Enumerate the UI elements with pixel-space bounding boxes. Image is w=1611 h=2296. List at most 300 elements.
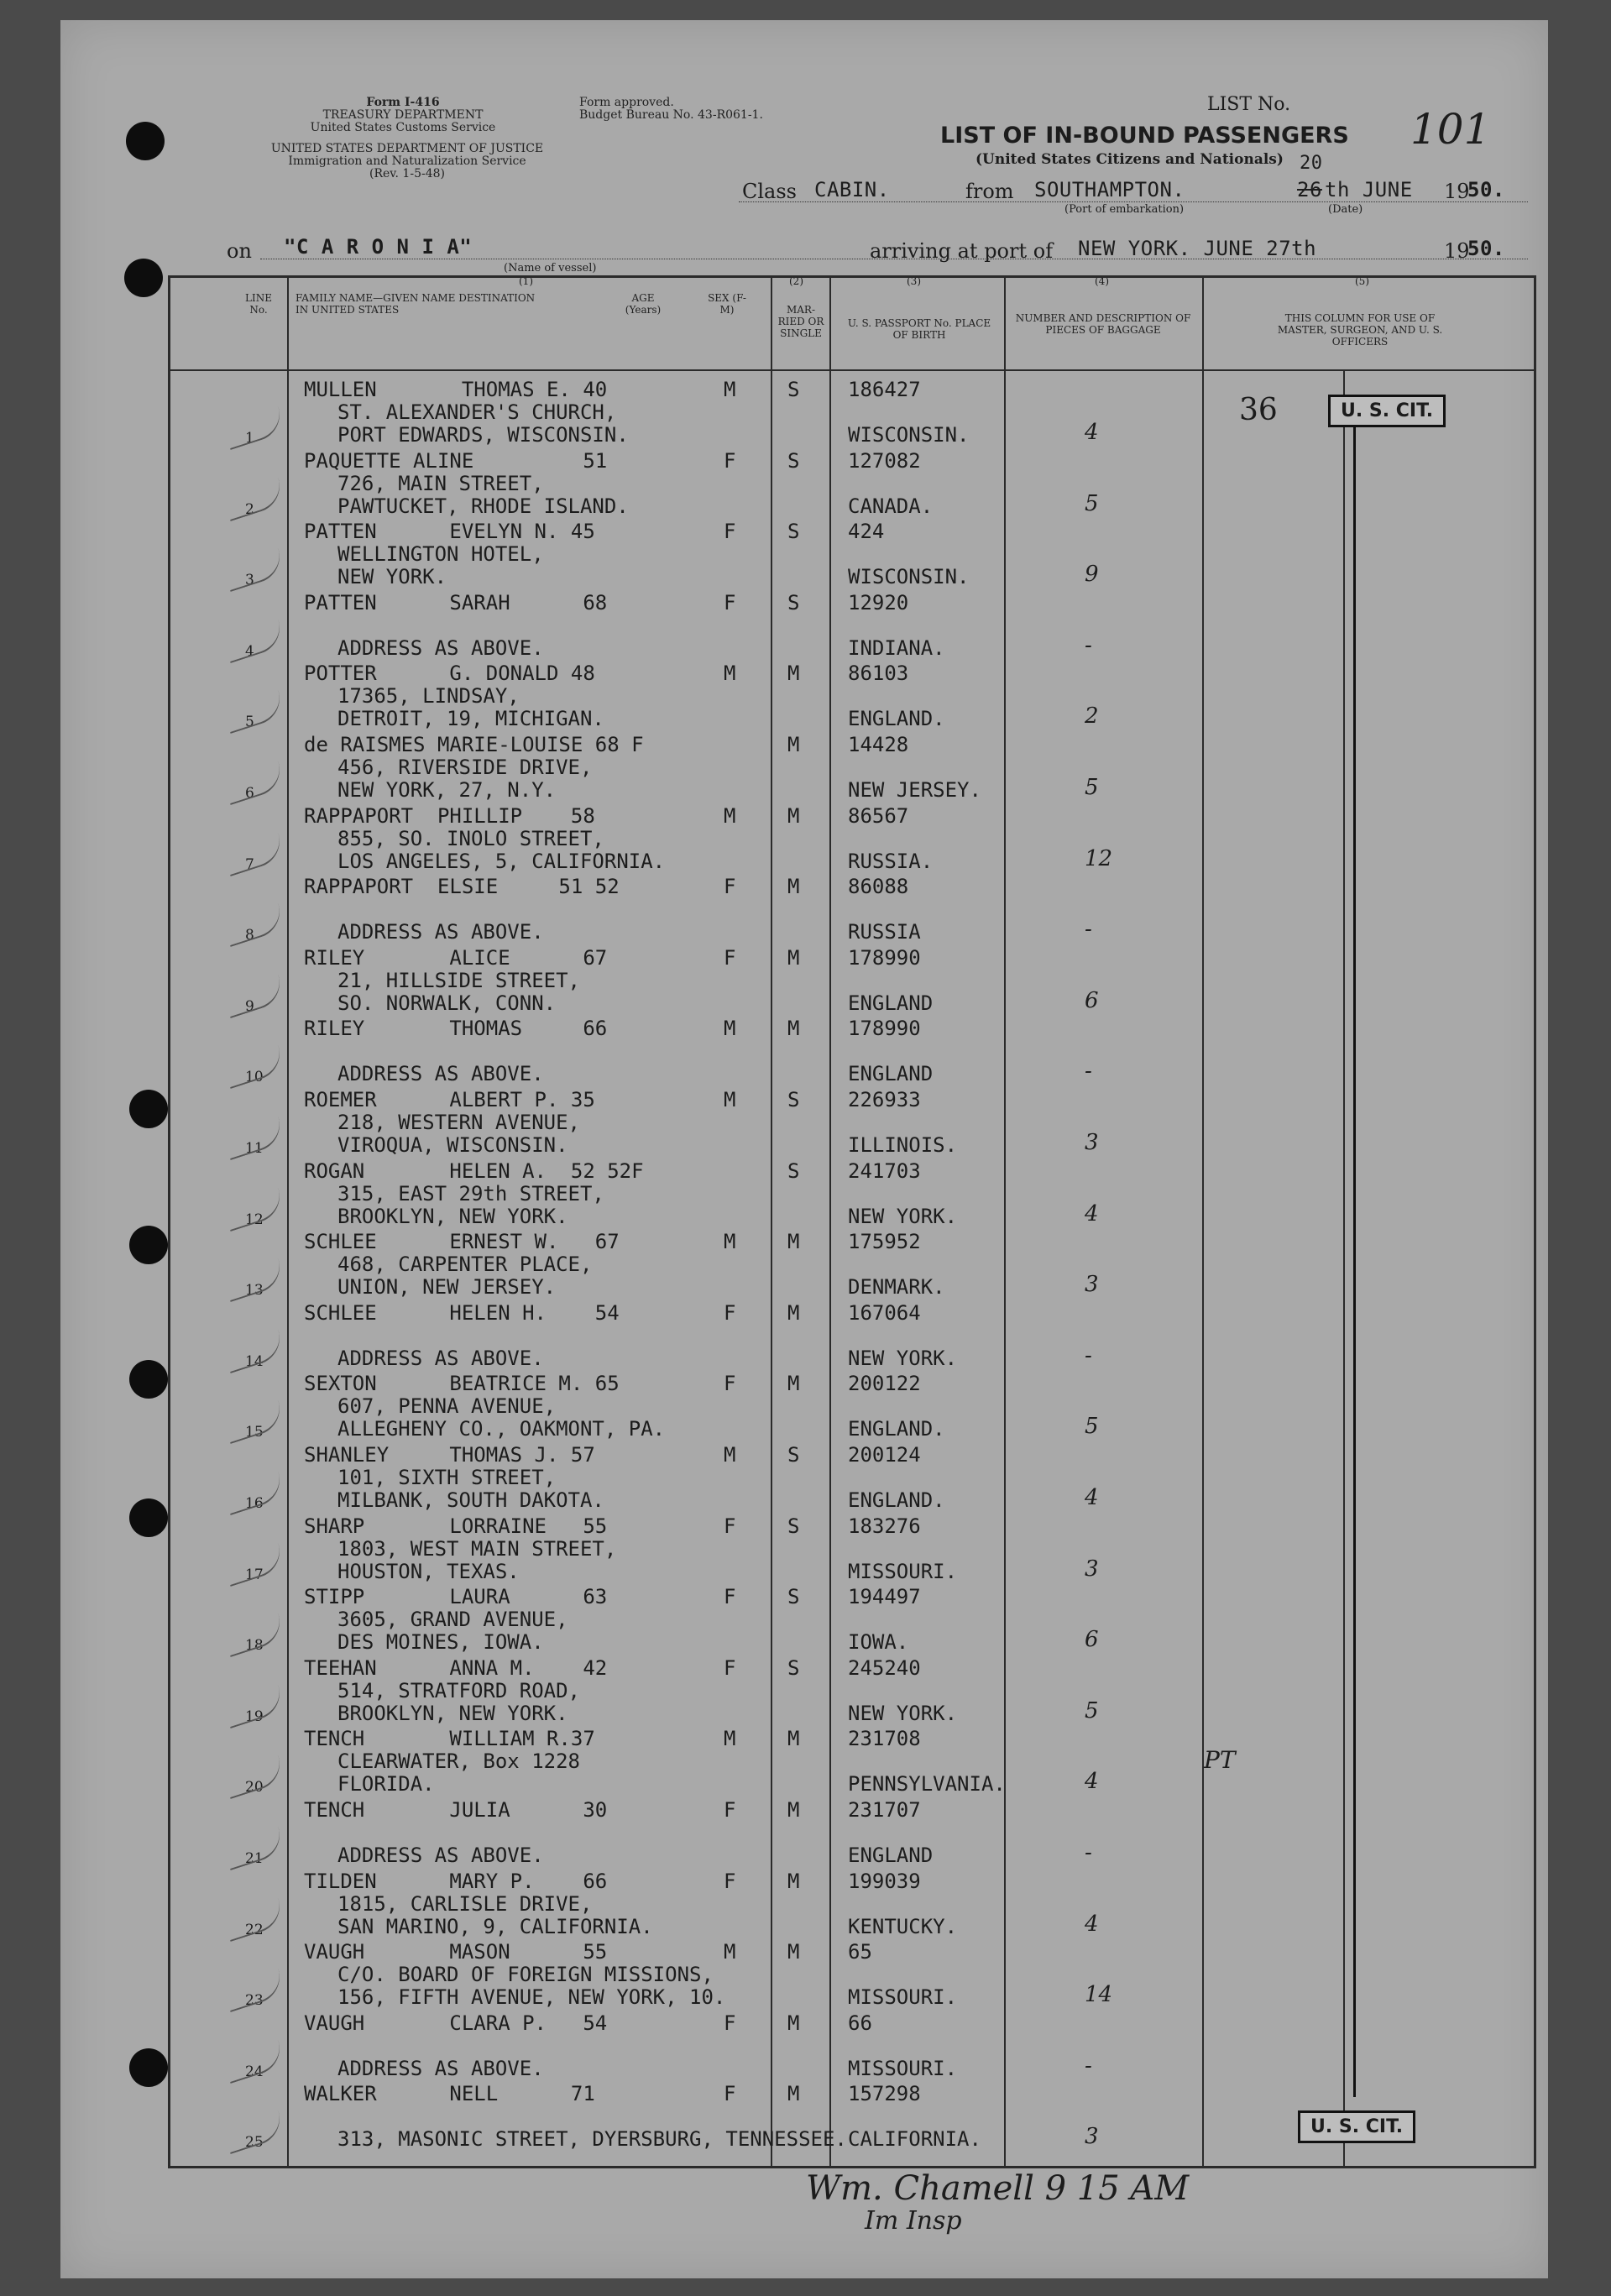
table-row — [0, 804, 1611, 875]
passenger-sex: F — [724, 1300, 736, 1325]
passenger-address-1: 17365, LINDSAY, — [337, 684, 520, 709]
line-number: 7 — [245, 855, 254, 873]
passenger-address-2: BROOKLYN, NEW YORK. — [337, 1204, 568, 1228]
passenger-marital: M — [787, 2011, 800, 2035]
passenger-address-2: ADDRESS AS ABOVE. — [337, 1062, 544, 1086]
passenger-marital: S — [787, 590, 800, 615]
passenger-address-2: VIROQUA, WISCONSIN. — [337, 1133, 568, 1157]
place-of-birth: DENMARK. — [848, 1275, 945, 1300]
passenger-address-2: PAWTUCKET, RHODE ISLAND. — [337, 494, 629, 518]
table-row — [0, 1159, 1611, 1230]
passenger-name-age: PATTEN SARAH 68 — [304, 590, 608, 615]
baggage-count: - — [1085, 917, 1092, 943]
form-dept: TREASURY DEPARTMENT — [322, 108, 484, 122]
form-approval — [579, 97, 814, 122]
passenger-name-age: SCHLEE HELEN H. 54 — [304, 1300, 620, 1325]
passenger-sex: F — [724, 590, 736, 615]
place-of-birth: WISCONSIN. — [848, 565, 970, 589]
passenger-sex: M — [724, 378, 736, 401]
passenger-address-2: ADDRESS AS ABOVE. — [337, 920, 544, 944]
passport-number: 12920 — [848, 590, 909, 615]
passenger-name-age: TENCH JULIA 30 — [304, 1798, 608, 1822]
date-year-prefix: 19 — [1444, 180, 1470, 203]
passenger-marital: M — [787, 1300, 800, 1325]
place-of-birth: ENGLAND — [848, 1062, 934, 1086]
form-rev: (Rev. 1-5-48) — [369, 167, 445, 180]
passenger-address-2: PORT EDWARDS, WISCONSIN. — [337, 423, 629, 447]
header-rule — [739, 201, 1528, 202]
on-label: on — [227, 239, 252, 263]
passenger-name-age: ROEMER ALBERT P. 35 — [304, 1088, 595, 1111]
arrival-year: 50. — [1467, 237, 1505, 260]
passport-number: 226933 — [848, 1088, 921, 1111]
check-mark-icon — [222, 903, 286, 947]
table-row — [0, 520, 1611, 590]
passenger-sex: M — [724, 1088, 736, 1111]
passenger-marital: M — [787, 1230, 800, 1254]
place-of-birth: ILLINOIS. — [848, 1133, 958, 1157]
passenger-address-2: FLORIDA. — [337, 1772, 435, 1797]
line-number: 25 — [245, 2134, 264, 2152]
date-value: th JUNE — [1325, 178, 1413, 201]
baggage-count: 9 — [1085, 562, 1099, 588]
passenger-address-2: ALLEGHENY CO., OAKMONT, PA. — [337, 1417, 666, 1441]
passenger-sex: F — [724, 1655, 736, 1680]
place-of-birth: MISSOURI. — [848, 2056, 958, 2080]
passenger-sex: F — [724, 1514, 736, 1538]
vessel-name: "C A R O N I A" — [284, 235, 473, 259]
baggage-count: 5 — [1085, 490, 1099, 516]
col-head-passport: U. S. PASSPORT No. PLACE OF BIRTH — [847, 317, 991, 341]
line-number: 3 — [245, 572, 254, 589]
col-head-sex: SEX (F-M) — [708, 292, 746, 316]
table-row — [0, 946, 1611, 1017]
passenger-name-age: RAPPAPORT ELSIE 51 52 — [304, 875, 620, 899]
passenger-address-2: UNION, NEW JERSEY. — [337, 1275, 557, 1300]
form-budget: Budget Bureau No. 43-R061-1. — [579, 108, 763, 122]
passenger-marital: S — [787, 1443, 800, 1467]
col-num-5: (5) — [1355, 275, 1369, 287]
col-head-age: AGE (Years) — [625, 292, 662, 316]
place-of-birth: NEW YORK. — [848, 1346, 958, 1370]
check-mark-icon — [222, 620, 286, 663]
passenger-address-2: DES MOINES, IOWA. — [337, 1630, 544, 1655]
table-row — [0, 1798, 1611, 1869]
passenger-sex: M — [724, 1443, 736, 1467]
passenger-address-2: NEW YORK. — [337, 565, 447, 589]
baggage-count: 3 — [1085, 1130, 1099, 1155]
line-number: 12 — [245, 1211, 264, 1228]
passenger-marital: S — [787, 1158, 800, 1183]
check-mark-icon — [222, 406, 286, 450]
us-citizen-stamp-bottom: U. S. CIT. — [1298, 2110, 1415, 2143]
passenger-name-age: VAUGH MASON 55 — [304, 1940, 608, 1964]
passenger-sex: M — [724, 1727, 736, 1751]
table-row — [0, 1372, 1611, 1442]
passport-number: 178990 — [848, 945, 921, 970]
place-of-birth: NEW YORK. — [848, 1701, 958, 1725]
line-number: 4 — [245, 642, 254, 660]
passenger-address-1: 1803, WEST MAIN STREET, — [337, 1536, 617, 1561]
arriving-label: arriving at port of — [870, 239, 1054, 263]
place-of-birth: ENGLAND — [848, 991, 934, 1015]
passenger-marital: M — [787, 1869, 800, 1893]
line-number: 11 — [245, 1140, 264, 1157]
passenger-sex: F — [724, 875, 736, 899]
passport-number: 178990 — [848, 1017, 921, 1041]
passenger-name-age: SHANLEY THOMAS J. 57 — [304, 1443, 595, 1467]
passenger-address-2: ADDRESS AS ABOVE. — [337, 1346, 544, 1370]
passport-number: 66 — [848, 2011, 872, 2035]
passenger-marital: M — [787, 2082, 800, 2106]
passenger-address-2: SO. NORWALK, CONN. — [337, 991, 557, 1015]
check-mark-icon — [222, 690, 286, 734]
passport-number: 424 — [848, 520, 885, 544]
page-title: LIST OF IN-BOUND PASSENGERS — [940, 123, 1349, 149]
form-id-block — [277, 97, 529, 134]
passenger-marital: M — [787, 803, 800, 828]
form-number: Form I-416 — [366, 96, 440, 109]
line-number: 15 — [245, 1424, 264, 1441]
check-mark-icon — [222, 833, 286, 876]
passport-number: 86088 — [848, 875, 909, 899]
place-of-birth: PENNSYLVANIA. — [848, 1772, 1006, 1797]
passport-number: 183276 — [848, 1514, 921, 1538]
line-number: 23 — [245, 1992, 264, 2010]
col-head-line-no: LINE No. — [245, 292, 272, 316]
vessel-label: (Name of vessel) — [504, 262, 597, 275]
from-value: SOUTHAMPTON. — [1034, 178, 1185, 201]
check-mark-icon — [222, 975, 286, 1018]
signature-subtitle: Im Insp — [865, 2206, 962, 2236]
passenger-sex: F — [724, 448, 736, 473]
passenger-sex: M — [724, 662, 736, 686]
place-of-birth: ENGLAND — [848, 1844, 934, 1867]
place-of-birth: RUSSIA. — [848, 849, 934, 873]
passenger-sex: F — [724, 2082, 736, 2106]
place-of-birth: ENGLAND. — [848, 1488, 945, 1512]
passenger-name-age: SCHLEE ERNEST W. 67 — [304, 1230, 620, 1254]
passenger-address-2: DETROIT, 19, MICHIGAN. — [337, 707, 604, 731]
baggage-count: 4 — [1085, 1769, 1099, 1795]
table-row — [0, 1230, 1611, 1300]
form-ins: Immigration and Naturalization Service — [288, 154, 526, 168]
passenger-address-2: SAN MARINO, 9, CALIFORNIA. — [337, 1914, 653, 1938]
passenger-marital: M — [787, 1372, 800, 1396]
passenger-name-age: TILDEN MARY P. 66 — [304, 1869, 608, 1893]
col-head-baggage: NUMBER AND DESCRIPTION OF PIECES OF BAGGAGE — [1015, 312, 1191, 336]
check-mark-icon — [222, 548, 286, 592]
col-num-2: (2) — [789, 275, 803, 287]
table-row — [0, 1727, 1611, 1797]
line-number: 24 — [245, 2063, 264, 2080]
place-of-birth: NEW JERSEY. — [848, 778, 981, 802]
passenger-name-age: SHARP LORRAINE 55 — [304, 1514, 608, 1538]
passenger-address-2: ADDRESS AS ABOVE. — [337, 1844, 544, 1867]
passenger-marital: M — [787, 945, 800, 970]
line-number: 19 — [245, 1708, 264, 1725]
passenger-address-1: ST. ALEXANDER'S CHURCH, — [337, 400, 617, 424]
passenger-address-2: LOS ANGELES, 5, CALIFORNIA. — [337, 849, 666, 873]
passenger-name-age: RILEY THOMAS 66 — [304, 1017, 608, 1041]
passenger-address-1: C/O. BOARD OF FOREIGN MISSIONS, — [337, 1963, 714, 1987]
class-value: CABIN. — [814, 178, 890, 201]
passenger-name-age: POTTER G. DONALD 48 — [304, 662, 595, 686]
line-number: 13 — [245, 1282, 264, 1300]
passenger-address-1: CLEARWATER, Box 1228 — [337, 1749, 580, 1774]
date-struck: 26 — [1297, 178, 1322, 201]
passenger-name-age: ROGAN HELEN A. 52 52F — [304, 1158, 644, 1183]
list-no-label: LIST No. — [1207, 94, 1291, 115]
passenger-address-1: 218, WESTERN AVENUE, — [337, 1111, 580, 1134]
us-citizen-stamp-top: U. S. CIT. — [1328, 395, 1446, 427]
passport-number: 200124 — [848, 1443, 921, 1467]
place-of-birth: WISCONSIN. — [848, 423, 970, 447]
passenger-marital: S — [787, 448, 800, 473]
passenger-name-age: PATTEN EVELYN N. 45 — [304, 520, 595, 544]
passenger-name-age: SEXTON BEATRICE M. 65 — [304, 1372, 620, 1396]
passenger-sex: F — [724, 520, 736, 544]
line-number: 21 — [245, 1850, 264, 1867]
passenger-address-2: 313, MASONIC STREET, DYERSBURG, TENNESSEE. — [337, 2127, 847, 2152]
punch-hole — [126, 122, 165, 160]
passenger-marital: M — [787, 662, 800, 686]
col-num-4: (4) — [1095, 275, 1109, 287]
baggage-count: 2 — [1085, 703, 1099, 730]
passenger-address-1: 456, RIVERSIDE DRIVE, — [337, 756, 593, 779]
place-of-birth: INDIANA. — [848, 635, 945, 660]
passenger-address-2: 156, FIFTH AVENUE, NEW YORK, 10. — [337, 1985, 726, 2010]
passenger-address-1: 726, MAIN STREET, — [337, 471, 544, 495]
line-number: 18 — [245, 1637, 264, 1655]
baggage-count: 4 — [1085, 1485, 1099, 1510]
line-number: 10 — [245, 1069, 264, 1086]
passenger-marital: S — [787, 1514, 800, 1538]
line-number: 20 — [245, 1779, 264, 1797]
passenger-address-1: WELLINGTON HOTEL, — [337, 542, 544, 567]
passport-number: 241703 — [848, 1158, 921, 1183]
passenger-marital: M — [787, 1727, 800, 1751]
baggage-count: - — [1085, 1342, 1092, 1368]
passenger-sex: F — [724, 1372, 736, 1396]
passenger-sex: F — [724, 2011, 736, 2035]
passenger-name-age: STIPP LAURA 63 — [304, 1585, 608, 1609]
passenger-address-1: 101, SIXTH STREET, — [337, 1466, 557, 1489]
passenger-address-1: 21, HILLSIDE STREET, — [337, 968, 580, 992]
passenger-marital: S — [787, 520, 800, 544]
margin-note: PT — [1204, 1746, 1236, 1774]
passenger-name-age: RAPPAPORT PHILLIP 58 — [304, 803, 595, 828]
baggage-count: - — [1085, 2053, 1092, 2079]
passenger-sex: M — [724, 1017, 736, 1041]
check-mark-icon — [222, 478, 286, 521]
table-row — [0, 1301, 1611, 1372]
table-row — [0, 1443, 1611, 1514]
table-row — [0, 1514, 1611, 1585]
passport-number: 127082 — [848, 448, 921, 473]
baggage-count: 4 — [1085, 420, 1099, 445]
baggage-count: - — [1085, 632, 1092, 658]
baggage-count: - — [1085, 1840, 1092, 1865]
passenger-marital: S — [787, 378, 800, 401]
passport-number: 186427 — [848, 378, 921, 401]
passenger-marital: S — [787, 1585, 800, 1609]
passenger-sex: F — [724, 1869, 736, 1893]
passenger-address-2: BROOKLYN, NEW YORK. — [337, 1701, 568, 1725]
passenger-address-2: NEW YORK, 27, N.Y. — [337, 778, 557, 802]
form-customs: United States Customs Service — [310, 121, 496, 134]
passenger-name-age: TEEHAN ANNA M. 42 — [304, 1655, 608, 1680]
from-label: from — [965, 180, 1014, 203]
list-no-value: 101 — [1410, 105, 1491, 154]
page-subtitle: (United States Citizens and Nationals) — [975, 151, 1284, 168]
passenger-name-age: RILEY ALICE 67 — [304, 945, 608, 970]
form-doj-block — [222, 143, 592, 180]
form-doj: UNITED STATES DEPARTMENT OF JUSTICE — [270, 142, 544, 155]
col-head-name: FAMILY NAME—GIVEN NAME DESTINATION IN UNITED STATES — [296, 292, 536, 316]
table-row — [0, 2011, 1611, 2082]
table-row — [0, 875, 1611, 945]
line-number: 16 — [245, 1495, 264, 1512]
col-head-married: MAR-RIED OR SINGLE — [777, 304, 824, 339]
place-of-birth: IOWA. — [848, 1630, 909, 1655]
col-num-3: (3) — [907, 275, 921, 287]
passenger-sex: M — [724, 1230, 736, 1254]
table-row — [0, 1585, 1611, 1655]
place-of-birth: NEW YORK. — [848, 1204, 958, 1228]
baggage-count: 14 — [1085, 1982, 1113, 2008]
passenger-marital: M — [787, 733, 800, 756]
passport-number: 65 — [848, 1940, 872, 1964]
passport-number: 199039 — [848, 1869, 921, 1893]
passport-number: 157298 — [848, 2082, 921, 2106]
passenger-marital: M — [787, 1940, 800, 1964]
passenger-address-2: MILBANK, SOUTH DAKOTA. — [337, 1488, 604, 1512]
arrival-value: NEW YORK. JUNE 27th — [1078, 237, 1317, 260]
passport-number: 86567 — [848, 803, 909, 828]
passenger-marital: M — [787, 875, 800, 899]
passport-number: 86103 — [848, 662, 909, 686]
punch-hole — [124, 259, 163, 297]
passenger-marital: S — [787, 1088, 800, 1111]
line-number: 22 — [245, 1921, 264, 1938]
passenger-address-2: ADDRESS AS ABOVE. — [337, 635, 544, 660]
passenger-sex: F — [724, 945, 736, 970]
passenger-address-2: ADDRESS AS ABOVE. — [337, 2056, 544, 2080]
passenger-name-age: TENCH WILLIAM R.37 — [304, 1727, 595, 1751]
officer-count: 36 — [1239, 393, 1278, 427]
passport-number: 200122 — [848, 1372, 921, 1396]
passport-number: 231707 — [848, 1798, 921, 1822]
baggage-count: 5 — [1085, 775, 1099, 800]
place-of-birth: MISSOURI. — [848, 1559, 958, 1583]
passenger-marital: M — [787, 1017, 800, 1041]
date-label: (Date) — [1328, 203, 1363, 216]
line-number: 14 — [245, 1352, 264, 1370]
place-of-birth: CANADA. — [848, 494, 934, 518]
baggage-count: 12 — [1085, 845, 1113, 871]
passenger-marital: S — [787, 1655, 800, 1680]
table-row — [0, 733, 1611, 803]
date-year: 50. — [1467, 178, 1505, 201]
passenger-sex: F — [724, 1585, 736, 1609]
passenger-name-age: PAQUETTE ALINE 51 — [304, 448, 608, 473]
table-row — [0, 591, 1611, 662]
passport-number: 231708 — [848, 1727, 921, 1751]
place-of-birth: KENTUCKY. — [848, 1914, 958, 1938]
baggage-count: 3 — [1085, 1272, 1099, 1298]
place-of-birth: CALIFORNIA. — [848, 2127, 981, 2152]
passenger-address-1: 514, STRATFORD ROAD, — [337, 1678, 580, 1702]
table-row — [0, 1088, 1611, 1158]
baggage-count: 5 — [1085, 1697, 1099, 1723]
passenger-name-age: de RAISMES MARIE-LOUISE 68 F — [304, 733, 644, 756]
line-number: 17 — [245, 1566, 264, 1583]
date-correction: 20 — [1300, 153, 1323, 174]
passport-number: 245240 — [848, 1655, 921, 1680]
passenger-address-1: 3605, GRAND AVENUE, — [337, 1608, 568, 1632]
arrival-year-prefix: 19 — [1444, 239, 1470, 263]
passport-number: 194497 — [848, 1585, 921, 1609]
baggage-count: 3 — [1085, 1556, 1099, 1582]
line-number: 2 — [245, 500, 254, 518]
passport-number: 14428 — [848, 733, 909, 756]
table-row — [0, 449, 1611, 520]
passenger-name-age: MULLEN THOMAS E. 40 — [304, 378, 608, 401]
passenger-name-age: VAUGH CLARA P. 54 — [304, 2011, 608, 2035]
col-head-officers: THIS COLUMN FOR USE OF MASTER, SURGEON, AND U. S. OFFICERS — [1277, 312, 1443, 348]
baggage-count: 6 — [1085, 987, 1099, 1013]
line-number: 6 — [245, 785, 254, 802]
passenger-sex: M — [724, 1940, 736, 1964]
col-num-1: (1) — [519, 275, 533, 287]
table-row — [0, 1017, 1611, 1087]
place-of-birth: ENGLAND. — [848, 1417, 945, 1441]
table-row — [0, 662, 1611, 732]
baggage-count: 5 — [1085, 1414, 1099, 1440]
table-row — [0, 1940, 1611, 2011]
port-embark-label: (Port of embarkation) — [1064, 203, 1185, 216]
passenger-marital: M — [787, 1798, 800, 1822]
header-divider — [168, 369, 1536, 371]
passenger-address-1: 1815, CARLISLE DRIVE, — [337, 1891, 593, 1916]
class-label: Class — [742, 180, 797, 203]
passenger-sex: M — [724, 803, 736, 828]
line-number: 9 — [245, 997, 254, 1015]
signature: Wm. Chamell 9 15 AM — [806, 2169, 1190, 2208]
table-row — [0, 1870, 1611, 1940]
passenger-address-2: HOUSTON, TEXAS. — [337, 1559, 520, 1583]
baggage-count: 6 — [1085, 1627, 1099, 1653]
line-number: 1 — [245, 430, 254, 447]
place-of-birth: ENGLAND. — [848, 707, 945, 731]
passenger-address-1: 315, EAST 29th STREET, — [337, 1181, 604, 1206]
passenger-address-1: 468, CARPENTER PLACE, — [337, 1253, 593, 1277]
passport-number: 175952 — [848, 1230, 921, 1254]
check-mark-icon — [222, 761, 286, 805]
baggage-count: 4 — [1085, 1200, 1099, 1226]
place-of-birth: RUSSIA — [848, 920, 921, 944]
baggage-count: - — [1085, 1059, 1092, 1085]
stamp-vertical-line — [1353, 426, 1356, 2097]
form-approved: Form approved. — [579, 96, 674, 109]
place-of-birth: MISSOURI. — [848, 1985, 958, 2010]
passenger-name-age: WALKER NELL 71 — [304, 2082, 595, 2106]
passenger-address-1: 855, SO. INOLO STREET, — [337, 826, 604, 850]
line-number: 8 — [245, 927, 254, 944]
baggage-count: 3 — [1085, 2124, 1099, 2150]
table-row — [0, 1656, 1611, 1727]
